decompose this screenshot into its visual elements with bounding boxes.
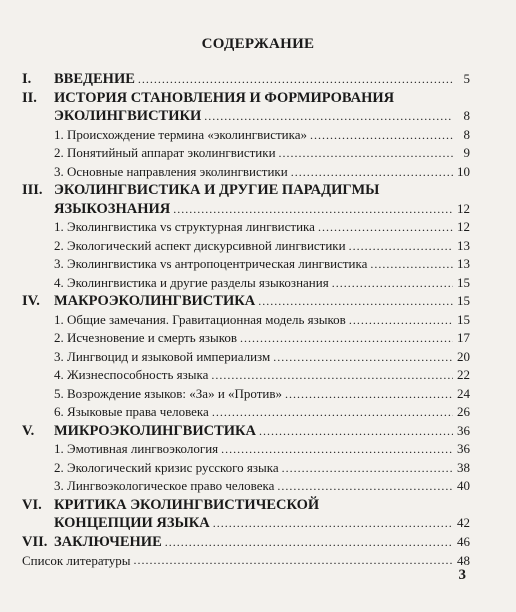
section-number: VII. xyxy=(22,533,48,550)
toc-entry-critique[interactable] xyxy=(22,496,470,515)
section-label: КРИТИКА ЭКОЛИНГВИСТИЧЕСКОЙ xyxy=(54,496,320,513)
toc-subentry[interactable] xyxy=(22,477,470,496)
toc-entry-references[interactable] xyxy=(22,551,470,570)
section-label: МИКРОЭКОЛИНГВИСТИКА xyxy=(54,422,257,439)
page-ref: 9 xyxy=(463,145,470,160)
page-ref: 15 xyxy=(457,274,470,290)
toc-entry-introduction[interactable] xyxy=(22,70,470,89)
toc-entry-history[interactable] xyxy=(22,89,470,108)
page-ref: 22 xyxy=(457,367,470,382)
leader-dots xyxy=(370,255,453,274)
subsection-label: 4. Жизнеспособность языка xyxy=(54,367,209,382)
leader-dots xyxy=(138,70,453,89)
leader-dots xyxy=(332,274,453,293)
toc-subentry[interactable] xyxy=(22,144,470,163)
toc-subentry[interactable] xyxy=(22,255,470,274)
references-label: Список литературы xyxy=(22,553,131,568)
toc-subentry[interactable] xyxy=(22,218,470,237)
subsection-label: 3. Лингвоцид и языковой империализм xyxy=(54,348,271,364)
table-of-contents xyxy=(22,70,470,570)
subsection-label: 1. Эмотивная лингвоэкология xyxy=(54,441,219,456)
page-ref: 8 xyxy=(463,126,470,142)
leader-dots xyxy=(318,218,453,237)
page-number: 3 xyxy=(458,567,466,583)
section-number: II. xyxy=(22,89,37,106)
toc-subentry[interactable] xyxy=(22,163,470,182)
subsection-label: 2. Исчезновение и смерть языков xyxy=(54,330,238,345)
page-ref: 48 xyxy=(457,553,470,568)
toc-subentry[interactable] xyxy=(22,366,470,385)
subsection-label: 3. Основные направления эколингвистики xyxy=(54,163,288,179)
page-ref: 15 xyxy=(457,293,470,308)
leader-dots xyxy=(273,348,453,367)
toc-subentry[interactable] xyxy=(22,311,470,330)
leader-dots xyxy=(277,477,453,496)
section-label: ИСТОРИЯ СТАНОВЛЕНИЯ И ФОРМИРОВАНИЯ xyxy=(54,89,395,106)
page-ref: 15 xyxy=(457,311,470,327)
leader-dots xyxy=(212,403,453,422)
subsection-label: 3. Лингвоэкологическое право человека xyxy=(54,478,275,493)
toc-entry-macroecolinguistics[interactable] xyxy=(22,292,470,311)
toc-subentry[interactable] xyxy=(22,403,470,422)
toc-subentry[interactable] xyxy=(22,459,470,478)
toc-subentry[interactable] xyxy=(22,348,470,367)
page-ref: 26 xyxy=(457,404,470,419)
toc-subentry[interactable] xyxy=(22,440,470,459)
page-ref: 20 xyxy=(457,348,470,364)
toc-subentry[interactable] xyxy=(22,126,470,145)
leader-dots xyxy=(349,311,453,330)
leader-dots xyxy=(204,107,453,126)
leader-dots xyxy=(279,144,453,163)
section-label-cont: ЭКОЛИНГВИСТИКИ xyxy=(54,108,202,124)
subsection-label: 1. Общие замечания. Гравитационная модель языков xyxy=(54,311,346,327)
section-label-cont: ЯЗЫКОЗНАНИЯ xyxy=(54,200,171,217)
page-ref: 12 xyxy=(457,219,470,234)
leader-dots xyxy=(211,366,453,385)
page-ref: 24 xyxy=(457,385,470,401)
page-ref: 42 xyxy=(457,515,470,530)
subsection-label: 2. Понятийный аппарат эколингвистики xyxy=(54,145,276,160)
section-label-cont: КОНЦЕПЦИИ ЯЗЫКА xyxy=(54,515,210,531)
section-number: VI. xyxy=(22,496,42,513)
page-ref: 10 xyxy=(457,163,470,179)
leader-dots xyxy=(165,533,453,552)
leader-dots xyxy=(291,163,453,182)
page-ref: 38 xyxy=(457,459,470,475)
page-ref: 40 xyxy=(457,478,470,493)
toc-entry-critique-cont[interactable] xyxy=(22,514,470,533)
toc-subentry[interactable] xyxy=(22,385,470,404)
page-ref: 8 xyxy=(463,108,470,123)
leader-dots xyxy=(221,440,453,459)
toc-entry-paradigms-cont[interactable] xyxy=(22,200,470,219)
subsection-label: 2. Экологический аспект дискурсивной лингвистики xyxy=(54,237,346,253)
leader-dots xyxy=(258,292,453,311)
page-ref: 5 xyxy=(463,71,470,86)
leader-dots xyxy=(240,329,453,348)
section-number: III. xyxy=(22,182,43,198)
toc-subentry[interactable] xyxy=(22,237,470,256)
page-ref: 36 xyxy=(457,422,470,438)
leader-dots xyxy=(310,126,453,145)
toc-title: СОДЕРЖАНИЕ xyxy=(201,36,315,52)
page-ref: 13 xyxy=(457,256,470,271)
leader-dots xyxy=(213,514,453,533)
leader-dots xyxy=(134,551,454,570)
leader-dots xyxy=(285,385,453,404)
leader-dots xyxy=(259,422,453,441)
section-label: ЗАКЛЮЧЕНИЕ xyxy=(54,533,162,550)
section-label: ВВЕДЕНИЕ xyxy=(54,71,135,87)
subsection-label: 3. Эколингвистика vs антропоцентрическая лингвистика xyxy=(54,256,368,271)
section-number: I. xyxy=(22,71,32,87)
leader-dots xyxy=(173,200,453,219)
section-label: ЭКОЛИНГВИСТИКА И ДРУГИЕ ПАРАДИГМЫ xyxy=(54,182,380,198)
toc-subentry[interactable] xyxy=(22,274,470,293)
page-ref: 46 xyxy=(457,533,470,549)
subsection-label: 4. Эколингвистика и другие разделы языкознания xyxy=(54,274,329,290)
page-ref: 17 xyxy=(457,330,470,345)
page-ref: 36 xyxy=(457,441,470,456)
toc-entry-microecolinguistics[interactable] xyxy=(22,422,470,441)
leader-dots xyxy=(349,237,453,256)
section-number: V. xyxy=(22,422,35,439)
leader-dots xyxy=(282,459,453,478)
toc-entry-conclusion[interactable] xyxy=(22,533,470,552)
subsection-label: 5. Возрождение языков: «За» и «Против» xyxy=(54,385,283,401)
page-ref: 12 xyxy=(457,200,470,216)
section-label: МАКРОЭКОЛИНГВИСТИКА xyxy=(54,293,256,309)
subsection-label: 2. Экологический кризис русского языка xyxy=(54,459,279,475)
subsection-label: 6. Языковые права человека xyxy=(54,404,209,419)
subsection-label: 1. Эколингвистика vs структурная лингвистика xyxy=(54,219,315,234)
section-number: IV. xyxy=(22,293,40,309)
subsection-label: 1. Происхождение термина «эколингвистика» xyxy=(54,126,308,142)
toc-subentry[interactable] xyxy=(22,329,470,348)
toc-entry-history-cont[interactable] xyxy=(22,107,470,126)
toc-entry-paradigms[interactable] xyxy=(22,181,470,200)
page-ref: 13 xyxy=(457,237,470,253)
